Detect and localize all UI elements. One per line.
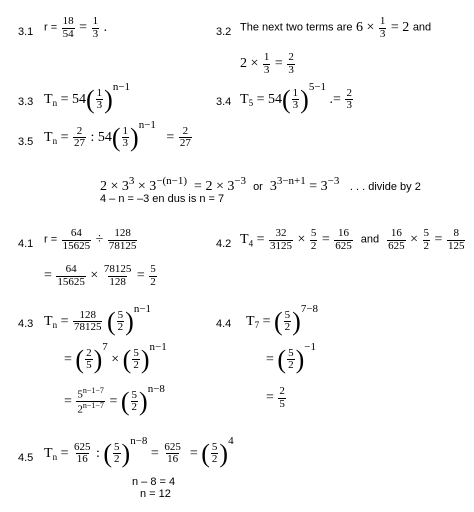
label-4-4: 4.4: [216, 318, 232, 330]
fraction: $\frac{5}{2}$: [117, 308, 124, 334]
fraction: $\frac{2}{27}$: [73, 124, 85, 150]
fraction: $\frac{16}{625}$: [388, 227, 405, 252]
fraction: $\frac{625}{16}$: [164, 440, 181, 466]
fraction: $\frac{2}{3}$: [288, 51, 294, 76]
fraction: $\frac{1}{3}$: [122, 124, 129, 150]
fraction: $\frac{1}{3}$: [92, 15, 99, 40]
equation-3-4: $T_5 = 54$( $\frac{1}{3}$ )$^{5-1}$ .= $\frac{2}{3}$: [240, 81, 352, 114]
fraction: $\frac{5}{2}$: [211, 440, 218, 466]
equation-3-5-exponents: $2 \times 3^3 \times 3^{-(n-1)} = 2 \times 3^{-3}$ or $3^{3-n+1} = 3^{-3}$ . . . divide by 2: [100, 175, 421, 194]
fraction: $\frac{625}{16}$: [73, 440, 91, 466]
r-equals: r =: [44, 21, 58, 34]
fraction: $\frac{128}{78125}$: [73, 308, 102, 334]
fraction: $\frac{2}{5}$: [279, 385, 285, 410]
equation-4-1-line1: r = $\frac{64}{15625}$ ÷ $\frac{128}{78125}$: [44, 227, 137, 252]
fraction: $\frac{1}{3}$: [263, 51, 270, 76]
fraction: $\frac{5}{2}$: [423, 227, 430, 252]
fraction: $\frac{1}{3}$: [96, 86, 103, 112]
fraction: $\frac{16}{625}$: [335, 227, 352, 252]
fraction: $\frac{1}{3}$: [292, 86, 299, 112]
equation-4-4-line1: $T_7$ = ( $\frac{5}{2}$ )$^{7-8}$: [246, 303, 319, 336]
label-4-2: 4.2: [216, 238, 232, 250]
fraction: $\frac{128}{78125}$: [108, 227, 137, 252]
label-3-1: 3.1: [18, 26, 34, 38]
fraction: $\frac{2}{3}$: [346, 86, 352, 112]
equation-3-1: r = $\frac{18}{54}$ = $\frac{1}{3}$ .: [44, 15, 108, 40]
fraction: $\frac{5}{2}$: [284, 308, 291, 334]
equation-3-5: $T_n$ = $\frac{2}{27}$ : 54( $\frac{1}{3}$ )$^{n-1}$ = $\frac{2}{27}$: [44, 119, 191, 152]
fraction: $\frac{5}{2}$: [310, 227, 317, 252]
fraction: $\frac{5}{2}$: [150, 263, 156, 288]
fraction: $\frac{5}{2}$: [131, 388, 138, 414]
fraction: $\frac{2}{5}$: [86, 346, 92, 372]
label-4-3: 4.3: [18, 318, 34, 330]
label-3-5: 3.5: [18, 136, 34, 148]
equation-4-3-line2: = ( $\frac{2}{5}$ )$^7$ × ( $\frac{5}{2}$ )$^{n-1}$: [64, 341, 167, 374]
label-3-2: 3.2: [216, 26, 232, 38]
solve-step-2: n = 12: [140, 488, 171, 500]
equation-3-2-line1: The next two terms are 6 × $\frac{1}{3}$ = 2 and: [240, 15, 432, 40]
equation-4-2: $T_4$ = $\frac{32}{3125}$ × $\frac{5}{2}$ = $\frac{16}{625}$ and $\frac{16}{625}$ × $\frac{5}{2}$ = $\frac{8}{125}$: [240, 227, 465, 252]
equation-4-4-line3: = $\frac{2}{5}$: [266, 385, 285, 410]
label-3-3: 3.3: [18, 96, 34, 108]
fraction: $\frac{18}{54}$: [62, 15, 74, 40]
fraction: $\frac{2}{27}$: [179, 124, 191, 150]
equation-4-5: $T_n$ = $\frac{625}{16}$ : ( $\frac{5}{2}$ )$^{n-8}$ = $\frac{625}{16}$ = ( $\frac{5}{2}$ )$^4$: [44, 435, 234, 468]
equation-4-4-line2: = ( $\frac{5}{2}$ )$^{-1}$: [266, 341, 316, 374]
fraction: $\frac{32}{3125}$: [269, 227, 292, 252]
equation-4-1-line2: = $\frac{64}{15625}$ × $\frac{78125}{128}$ = $\frac{5}{2}$: [44, 263, 156, 288]
fraction: $\frac{64}{15625}$: [62, 227, 91, 252]
fraction: $\frac{8}{125}$: [447, 227, 465, 252]
fraction: $\frac{64}{15625}$: [57, 263, 85, 288]
equation-4-3-line1: $T_n$ = $\frac{128}{78125}$ ( $\frac{5}{2}$ )$^{n-1}$: [44, 303, 152, 336]
label-3-4: 3.4: [216, 96, 232, 108]
equation-3-3: $T_n = 54$( $\frac{1}{3}$ )$^{n-1}$: [44, 81, 131, 114]
label-4-1: 4.1: [18, 238, 34, 250]
fraction: $\frac{78125}{128}$: [103, 263, 132, 288]
equation-4-3-line3: = $\frac{5^{n-1-7}}{2^{n-1-7}}$ = ( $\frac{5}{2}$ )$^{n-8}$: [64, 383, 165, 416]
fraction: $\frac{5}{2}$: [288, 346, 294, 372]
fraction: $\frac{5^{n-1-7}}{2^{n-1-7}}$: [77, 386, 104, 416]
fraction: $\frac{1}{3}$: [379, 15, 386, 40]
label-4-5: 4.5: [18, 452, 34, 464]
fraction: $\frac{5}{2}$: [114, 440, 120, 466]
equation-3-2-line2: 2 × $\frac{1}{3}$ = $\frac{2}{3}$: [240, 51, 294, 76]
fraction: $\frac{5}{2}$: [133, 346, 139, 372]
solve-text: 4 – n = –3 en dus is n = 7: [100, 193, 225, 205]
solve-step-1: n – 8 = 4: [132, 476, 176, 488]
